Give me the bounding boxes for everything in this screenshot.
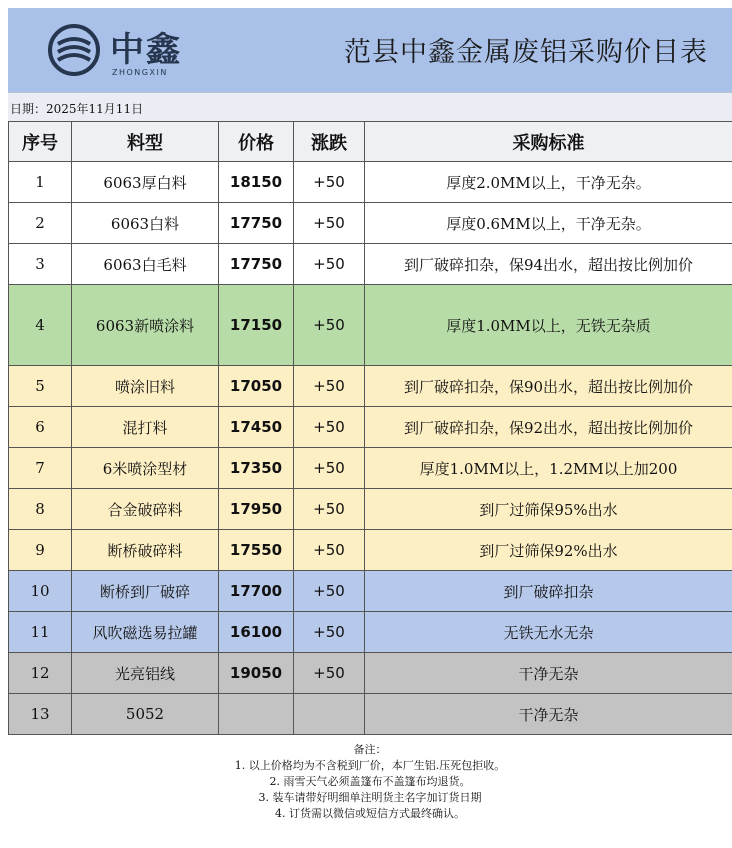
- material-type: 喷涂旧料: [72, 366, 219, 407]
- row-number: 12: [9, 653, 72, 694]
- price-change: +50: [294, 285, 365, 366]
- logo-swirl-icon: [46, 22, 106, 82]
- price-change: +50: [294, 571, 365, 612]
- price-value: 19050: [219, 653, 294, 694]
- price-value: 17450: [219, 407, 294, 448]
- price-value: 17350: [219, 448, 294, 489]
- material-type: 5052: [72, 694, 219, 735]
- row-number: 8: [9, 489, 72, 530]
- price-change: +50: [294, 162, 365, 203]
- purchase-standard: 厚度0.6MM以上，干净无杂。: [365, 203, 732, 244]
- price-change: +50: [294, 366, 365, 407]
- col-header-standard: 采购标准: [365, 122, 732, 162]
- table-row: [9, 244, 732, 285]
- table-row: [9, 571, 732, 612]
- row-number: 13: [9, 694, 72, 735]
- price-value: 17700: [219, 571, 294, 612]
- table-row: [9, 653, 732, 694]
- note-line: 4. 订货需以微信或短信方式最终确认。: [275, 807, 465, 820]
- purchase-standard: 厚度1.0MM以上，1.2MM以上加200: [365, 448, 732, 489]
- material-type: 6063厚白料: [72, 162, 219, 203]
- row-number: 3: [9, 244, 72, 285]
- material-type: 混打料: [72, 407, 219, 448]
- purchase-standard: 干净无杂: [365, 694, 732, 735]
- price-change: +50: [294, 448, 365, 489]
- purchase-standard: 无铁无水无杂: [365, 612, 732, 653]
- col-header-price: 价格: [219, 122, 294, 162]
- row-number: 1: [9, 162, 72, 203]
- note-line: 1. 以上价格均为不含税到厂价，本厂生铝.压死包拒收。: [234, 759, 506, 772]
- purchase-standard: 厚度1.0MM以上，无铁无杂质: [365, 285, 732, 366]
- purchase-standard: 到厂破碎扣杂，保92出水，超出按比例加价: [365, 407, 732, 448]
- price-change: +50: [294, 489, 365, 530]
- col-header-no: 序号: [9, 122, 72, 162]
- price-value: 18150: [219, 162, 294, 203]
- price-change: +50: [294, 244, 365, 285]
- purchase-standard: 干净无杂: [365, 653, 732, 694]
- material-type: 6063新喷涂料: [72, 285, 219, 366]
- price-change: +50: [294, 653, 365, 694]
- col-header-type: 料型: [72, 122, 219, 162]
- price-table: [8, 121, 732, 735]
- price-value: 16100: [219, 612, 294, 653]
- price-value: [219, 694, 294, 735]
- table-row: [9, 612, 732, 653]
- price-change: [294, 694, 365, 735]
- price-change: +50: [294, 407, 365, 448]
- row-number: 4: [9, 285, 72, 366]
- col-header-change: 涨跌: [294, 122, 365, 162]
- date-row: [8, 92, 732, 122]
- note-line: 3. 装车请带好明细单注明货主名字加订货日期: [258, 791, 482, 804]
- table-row: [9, 448, 732, 489]
- logo-subtext: ZHONGXIN: [112, 68, 168, 77]
- price-change: +50: [294, 612, 365, 653]
- page-title: 范县中鑫金属废铝采购价目表: [344, 37, 708, 68]
- price-value: 17150: [219, 285, 294, 366]
- material-type: 6063白料: [72, 203, 219, 244]
- purchase-standard: 到厂过筛保95%出水: [365, 489, 732, 530]
- table-row: [9, 285, 732, 366]
- table-row: [9, 366, 732, 407]
- table-row: [9, 203, 732, 244]
- row-number: 2: [9, 203, 72, 244]
- material-type: 断桥破碎料: [72, 530, 219, 571]
- notes-section: [8, 742, 732, 846]
- company-logo: [46, 22, 196, 82]
- price-value: 17050: [219, 366, 294, 407]
- row-number: 6: [9, 407, 72, 448]
- price-value: 17750: [219, 244, 294, 285]
- row-number: 11: [9, 612, 72, 653]
- table-row: [9, 489, 732, 530]
- date-label: 日期：2025年11月11日: [10, 102, 144, 116]
- material-type: 风吹磁选易拉罐: [72, 612, 219, 653]
- row-number: 10: [9, 571, 72, 612]
- table-header-row: [9, 122, 732, 162]
- table-row: [9, 694, 732, 735]
- material-type: 光亮铝线: [72, 653, 219, 694]
- price-value: 17550: [219, 530, 294, 571]
- logo-text: 中鑫: [110, 30, 182, 70]
- row-number: 5: [9, 366, 72, 407]
- table-row: [9, 407, 732, 448]
- purchase-standard: 厚度2.0MM以上，干净无杂。: [365, 162, 732, 203]
- row-number: 7: [9, 448, 72, 489]
- material-type: 合金破碎料: [72, 489, 219, 530]
- row-number: 9: [9, 530, 72, 571]
- purchase-standard: 到厂破碎扣杂: [365, 571, 732, 612]
- price-change: +50: [294, 530, 365, 571]
- price-change: +50: [294, 203, 365, 244]
- purchase-standard: 到厂过筛保92%出水: [365, 530, 732, 571]
- price-value: 17750: [219, 203, 294, 244]
- header-banner: [8, 8, 732, 92]
- table-row: [9, 162, 732, 203]
- price-value: 17950: [219, 489, 294, 530]
- material-type: 断桥到厂破碎: [72, 571, 219, 612]
- purchase-standard: 到厂破碎扣杂，保94出水，超出按比例加价: [365, 244, 732, 285]
- table-row: [9, 530, 732, 571]
- material-type: 6米喷涂型材: [72, 448, 219, 489]
- purchase-standard: 到厂破碎扣杂，保90出水，超出按比例加价: [365, 366, 732, 407]
- note-line: 2. 雨雪天气必须盖篷布不盖篷布均退货。: [269, 775, 471, 788]
- material-type: 6063白毛料: [72, 244, 219, 285]
- notes-title: 备注：: [353, 743, 387, 756]
